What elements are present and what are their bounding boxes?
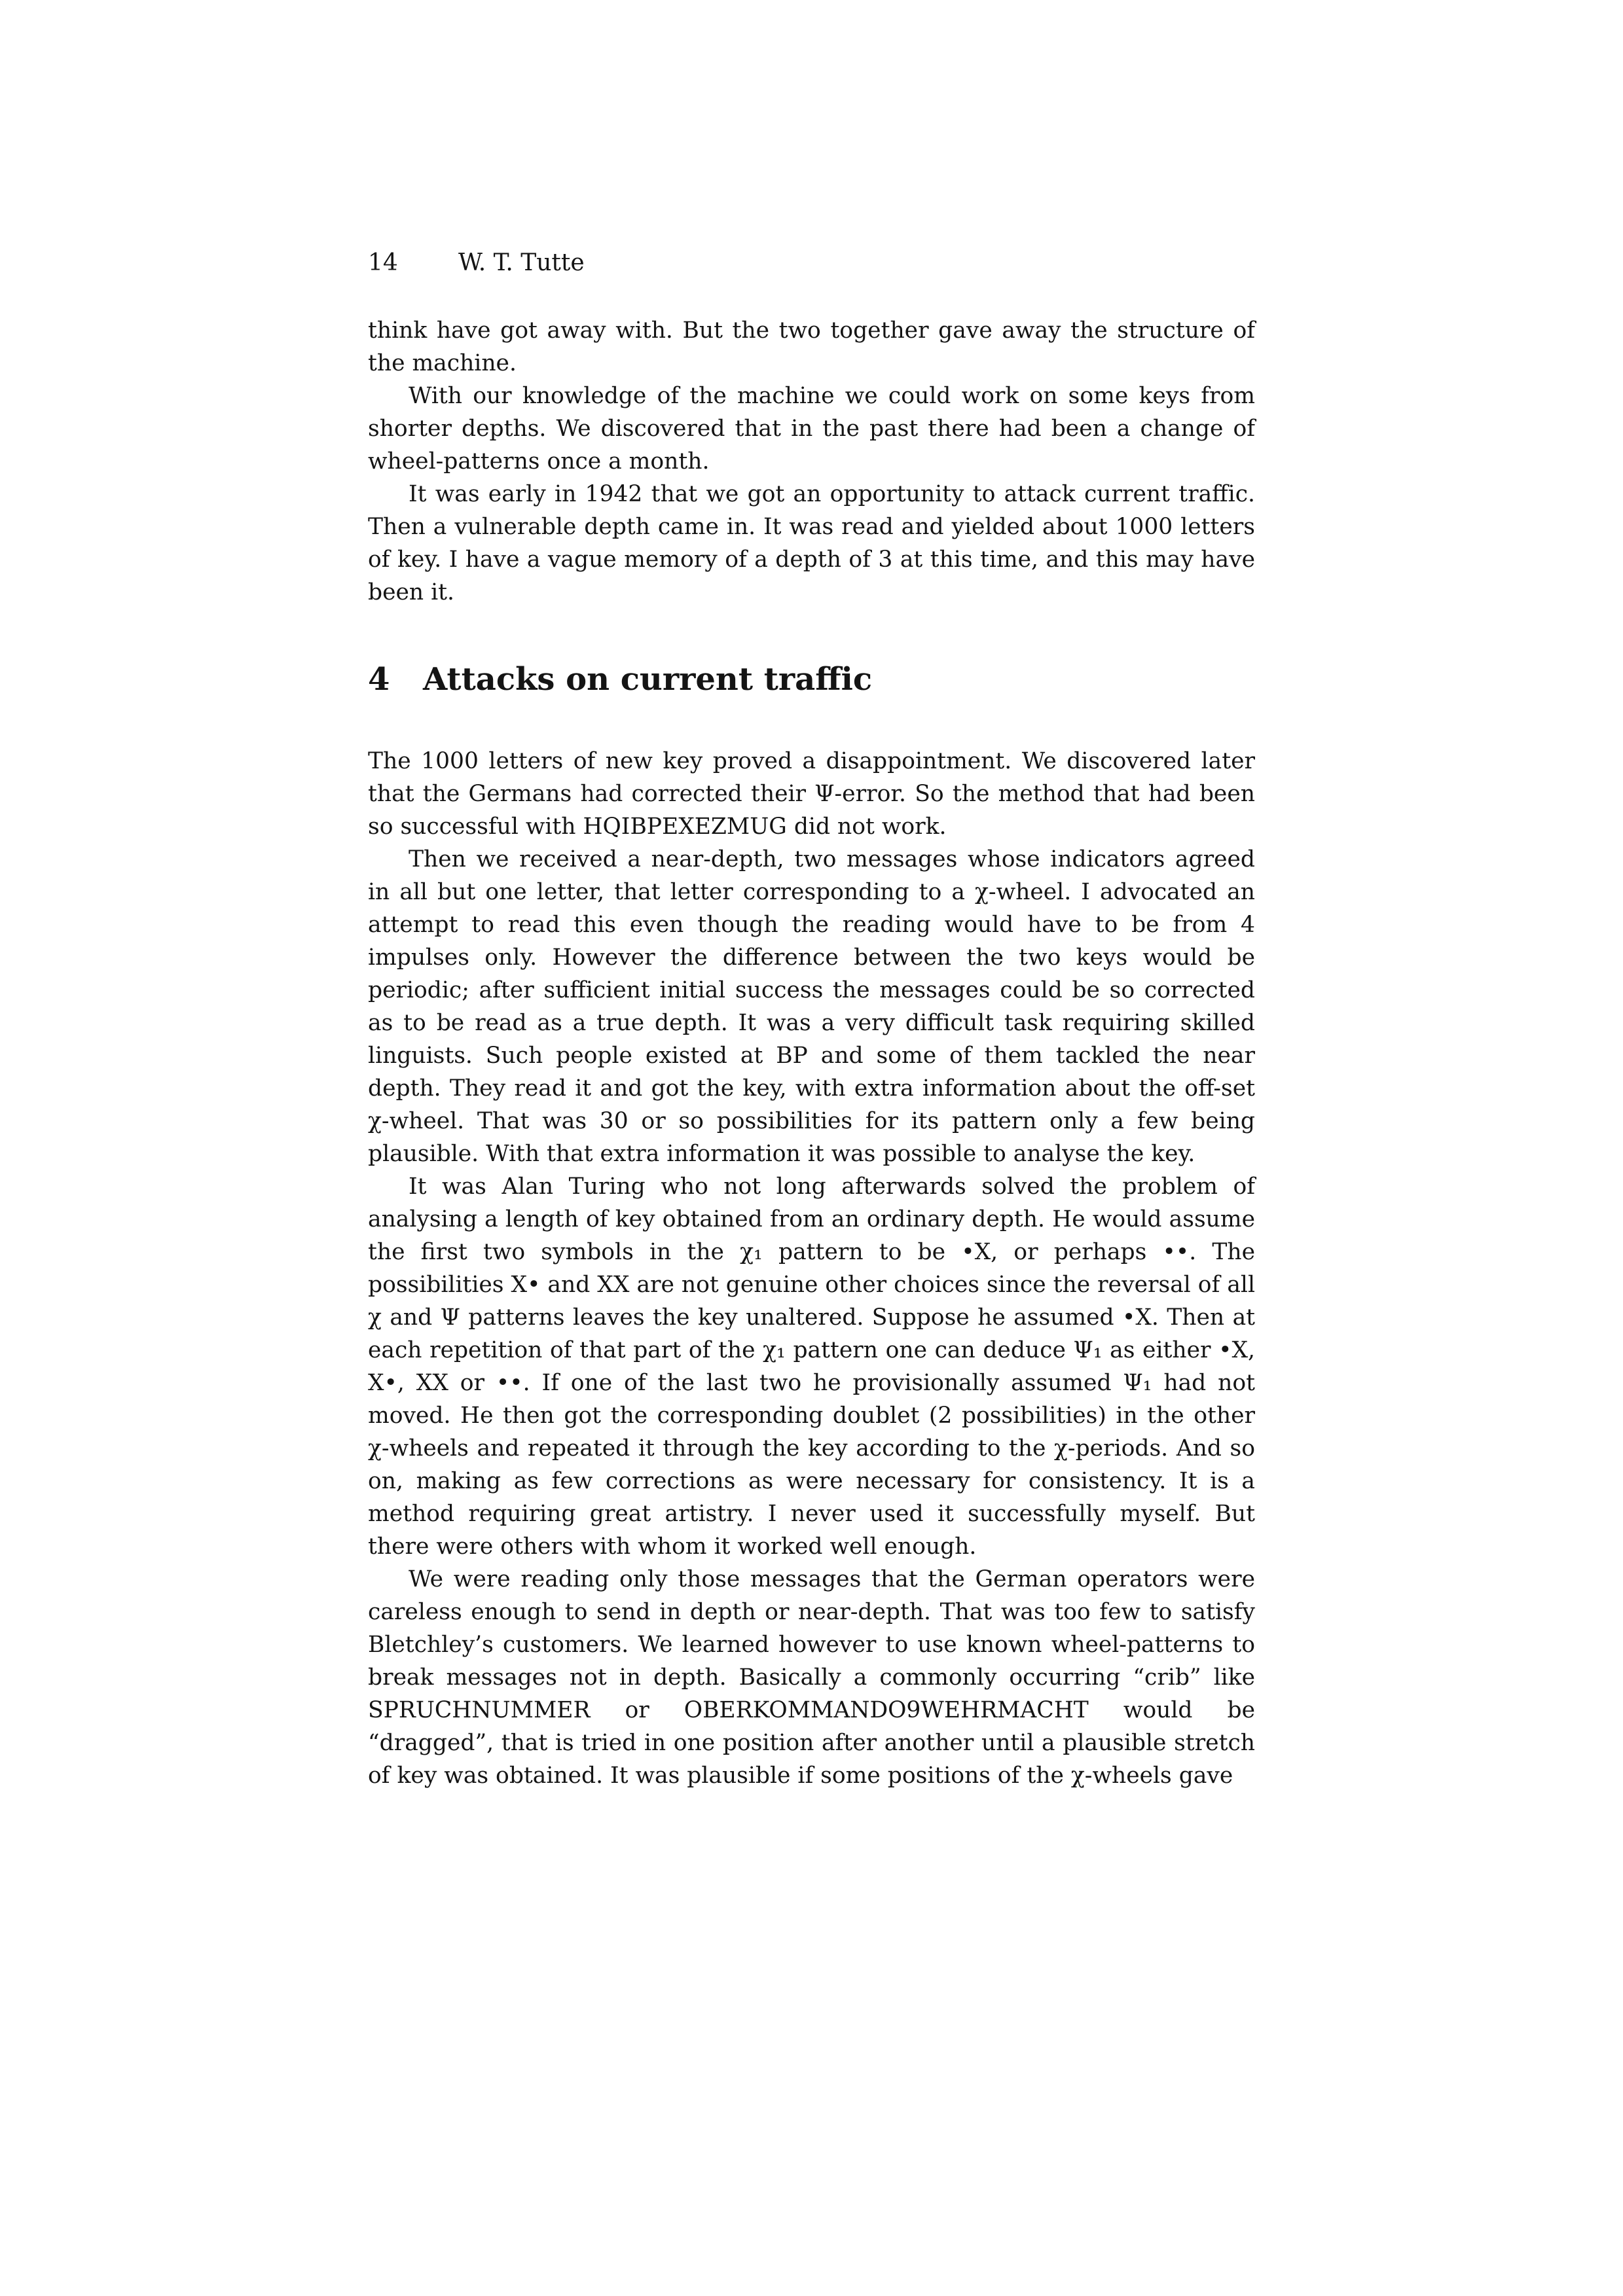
section-heading	[368, 660, 1255, 699]
running-head: W. T. Tutte	[458, 249, 585, 276]
paragraph: think have got away with. But the two together gave away the structure of the machine.	[368, 317, 1255, 376]
paragraph: The 1000 letters of new key proved a disappointment. We discovered later that the Germans had corrected their Ψ-error. So the method that had been so successful with HQIBPEXEZMUG did not work.	[368, 748, 1255, 840]
section-title: Attacks on current traffic	[423, 661, 873, 698]
paragraph: It was Alan Turing who not long afterwards solved the problem of analysing a length of key obtained from an ordinary depth. He would assume the first two symbols in the χ₁ pattern to be •X, or perhaps ••. The possibilities X• and XX are not genuine other choices since the reversal of all χ and Ψ patterns leaves the key unaltered. Suppose he assumed •X. Then at each repetition of that part of the χ₁ pattern one can deduce Ψ₁ as either •X, X•, XX or ••. If one of the last two he provisionally assumed Ψ₁ had not moved. He then got the corresponding doublet (2 possibilities) in the other χ-wheels and repeated it through the key according to the χ-periods. And so on, making as few corrections as were necessary for consistency. It is a method requiring great artistry. I never used it successfully myself. But there were others with whom it worked well enough.	[368, 1174, 1255, 1560]
paragraph: With our knowledge of the machine we could work on some keys from shorter depths. We discovered that in the past there had been a change of wheel-patterns once a month.	[368, 383, 1255, 475]
section-number: 4	[368, 661, 390, 698]
paragraph: It was early in 1942 that we got an opportunity to attack current traffic. Then a vulnerable depth came in. It was read and yielded about 1000 letters of key. I have a vague memory of a depth of 3 at this time, and this may have been it.	[368, 481, 1255, 605]
page-number: 14	[368, 249, 398, 276]
paragraph: We were reading only those messages that the German operators were careless enough to send in depth or near-depth. That was too few to satisfy Bletchley’s customers. We learned however to use known wheel-patterns to break messages not in depth. Basically a commonly occurring “crib” like SPRUCHNUMMER or OBERKOMMANDO9WEHRMACHT would be “dragged”, that is tried in one position after another until a plausible stretch of key was obtained. It was plausible if some positions of the χ-wheels gave	[368, 1566, 1255, 1789]
page-body	[368, 314, 1255, 1792]
page-header	[368, 249, 585, 278]
paragraph: Then we received a near-depth, two messages whose indicators agreed in all but one letter, that letter corresponding to a χ-wheel. I advocated an attempt to read this even though the reading would have to be from 4 impulses only. However the difference between the two keys would be periodic; after sufficient initial success the messages could be so corrected as to be read as a true depth. It was a very difficult task requiring skilled linguists. Such people existed at BP and some of them tackled the near depth. They read it and got the key, with extra information about the off-set χ-wheel. That was 30 or so possibilities for its pattern only a few being plausible. With that extra information it was possible to analyse the key.	[368, 846, 1255, 1167]
